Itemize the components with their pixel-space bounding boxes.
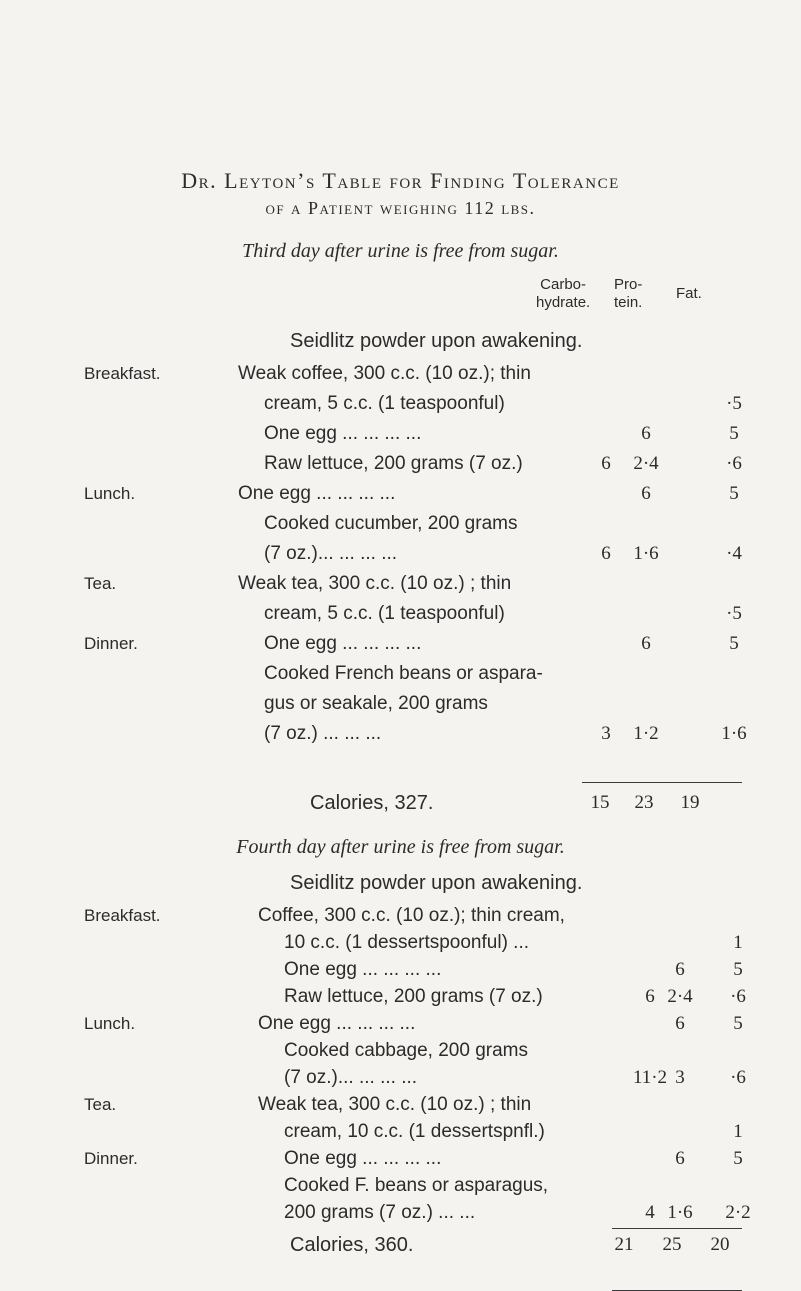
- food-item: (7 oz.) ... ... ...: [264, 723, 382, 744]
- food-item: One egg ... ... ... ...: [258, 1013, 416, 1034]
- protein-value: 6: [675, 1013, 685, 1034]
- day4-table-row: [0, 1064, 801, 1092]
- food-item: (7 oz.)... ... ... ...: [264, 543, 398, 564]
- day4-note: Seidlitz powder upon awakening.: [290, 872, 583, 894]
- fat-value: 5: [733, 1013, 743, 1034]
- food-item: cream, 10 c.c. (1 dessertspnfl.): [284, 1121, 545, 1142]
- food-item: Coffee, 300 c.c. (10 oz.); thin cream,: [258, 905, 565, 926]
- carbohydrate-value: 3: [601, 723, 611, 744]
- day4-table-row: [0, 929, 801, 957]
- protein-value: 2·4: [633, 453, 659, 474]
- fat-value: 1: [733, 932, 743, 953]
- protein-value: 6: [675, 959, 685, 980]
- food-item: 200 grams (7 oz.) ... ...: [284, 1202, 476, 1223]
- meal-label: Tea.: [84, 1095, 117, 1114]
- column-header-fat: Fat.: [676, 285, 702, 302]
- day3-table-row: [0, 690, 801, 718]
- food-item: Cooked cucumber, 200 grams: [264, 513, 518, 534]
- fat-value: 5: [729, 423, 739, 444]
- day4-table-row: [0, 1010, 801, 1038]
- protein-value: 2·4: [667, 986, 693, 1007]
- carbohydrate-value: 6: [601, 453, 611, 474]
- protein-value: 6: [641, 483, 651, 504]
- day3-total-fat: 19: [680, 792, 700, 813]
- food-item: gus or seakale, 200 grams: [264, 693, 488, 714]
- day4-table-row: [0, 983, 801, 1011]
- protein-value: 6: [641, 423, 651, 444]
- day4-table-row: [0, 1037, 801, 1065]
- food-item: 10 c.c. (1 dessertspoonful) ...: [284, 932, 530, 953]
- food-item: Raw lettuce, 200 grams (7 oz.): [284, 986, 543, 1007]
- protein-value: 6: [675, 1148, 685, 1169]
- day3-table-row: [0, 570, 801, 598]
- day3-table-row: [0, 450, 801, 478]
- day4-table-row: [0, 1145, 801, 1173]
- day3-note: Seidlitz powder upon awakening.: [290, 330, 583, 352]
- fat-value: ·6: [726, 453, 742, 474]
- day4-heading: Fourth day after urine is free from sugar.: [236, 836, 565, 858]
- day3-total-rule: [582, 782, 742, 783]
- day4-table-row: [0, 956, 801, 984]
- fat-value: ·5: [726, 393, 742, 414]
- day3-table-row: [0, 390, 801, 418]
- protein-value: 1·2: [633, 723, 659, 744]
- carbohydrate-value: 6: [645, 986, 655, 1007]
- day4-table-row: [0, 1199, 801, 1227]
- food-item: One egg ... ... ... ...: [284, 959, 442, 980]
- table-title: Dr. Leyton’s Table for Finding Tolerance: [181, 168, 620, 193]
- food-item: One egg ... ... ... ...: [284, 1148, 442, 1169]
- food-item: (7 oz.)... ... ... ...: [284, 1067, 418, 1088]
- food-item: Weak tea, 300 c.c. (10 oz.) ; thin: [258, 1094, 532, 1115]
- day4-table-row: [0, 1118, 801, 1146]
- food-item: One egg ... ... ... ...: [238, 483, 396, 504]
- column-header-carbohydrate: Carbo- hydrate.: [536, 276, 591, 311]
- food-item: cream, 5 c.c. (1 teaspoonful): [264, 393, 505, 414]
- day3-heading: Third day after urine is free from sugar.: [242, 240, 559, 262]
- food-item: Cooked French beans or aspara-: [264, 663, 543, 684]
- food-item: Weak tea, 300 c.c. (10 oz.) ; thin: [238, 573, 512, 594]
- fat-value: 5: [733, 959, 743, 980]
- food-item: Cooked cabbage, 200 grams: [284, 1040, 528, 1061]
- day3-table-row: [0, 420, 801, 448]
- day4-table-row: [0, 1091, 801, 1119]
- fat-value: 1·6: [721, 723, 747, 744]
- food-item: cream, 5 c.c. (1 teaspoonful): [264, 603, 505, 624]
- carbohydrate-value: 6: [601, 543, 611, 564]
- fat-value: 2·2: [725, 1202, 751, 1223]
- meal-label: Dinner.: [84, 634, 138, 653]
- carbohydrate-value: 11·2: [632, 1067, 668, 1088]
- fat-value: 1: [733, 1121, 743, 1142]
- fat-value: ·6: [730, 986, 746, 1007]
- food-item: One egg ... ... ... ...: [264, 633, 422, 654]
- day3-calories: Calories, 327.: [310, 792, 434, 814]
- food-item: One egg ... ... ... ...: [264, 423, 422, 444]
- food-item: Cooked F. beans or asparagus,: [284, 1175, 549, 1196]
- food-item: Weak coffee, 300 c.c. (10 oz.); thin: [238, 363, 531, 384]
- day4-table-row: [0, 1172, 801, 1200]
- day4-calories: Calories, 360.: [290, 1234, 414, 1256]
- day4-total-fat: 20: [710, 1234, 730, 1255]
- meal-label: Dinner.: [84, 1149, 138, 1168]
- day4-total-protein: 25: [662, 1234, 682, 1255]
- food-item: Raw lettuce, 200 grams (7 oz.): [264, 453, 523, 474]
- protein-value: 6: [641, 633, 651, 654]
- protein-value: 1·6: [633, 543, 659, 564]
- day3-table-row: [0, 660, 801, 688]
- day3-table-row: [0, 600, 801, 628]
- fat-value: ·4: [726, 543, 742, 564]
- fat-value: ·6: [730, 1067, 746, 1088]
- day4-table-row: [0, 902, 801, 930]
- meal-label: Breakfast.: [84, 364, 161, 383]
- day3-table-row: [0, 720, 801, 748]
- day3-table-row: [0, 540, 801, 568]
- day4-total-carbohydrate: 21: [614, 1234, 634, 1255]
- fat-value: 5: [733, 1148, 743, 1169]
- day4-total-rule-line: [612, 1228, 742, 1229]
- meal-label: Lunch.: [84, 484, 136, 503]
- column-header-protein: Pro- tein.: [614, 276, 643, 311]
- day3-total-protein: 23: [634, 792, 654, 813]
- protein-value: 1·6: [667, 1202, 693, 1223]
- protein-value: 3: [675, 1067, 685, 1088]
- fat-value: ·5: [726, 603, 742, 624]
- carbohydrate-value: 4: [645, 1202, 655, 1223]
- meal-label: Breakfast.: [84, 906, 161, 925]
- fat-value: 5: [729, 633, 739, 654]
- fat-value: 5: [729, 483, 739, 504]
- day3-table-row: [0, 480, 801, 508]
- day3-table-row: [0, 630, 801, 658]
- day3-total-carbohydrate: 15: [590, 792, 610, 813]
- meal-label: Tea.: [84, 574, 117, 593]
- table-subtitle: of a Patient weighing 112 lbs.: [265, 198, 536, 218]
- day3-table-row: [0, 360, 801, 388]
- day3-table-row: [0, 510, 801, 538]
- meal-label: Lunch.: [84, 1014, 136, 1033]
